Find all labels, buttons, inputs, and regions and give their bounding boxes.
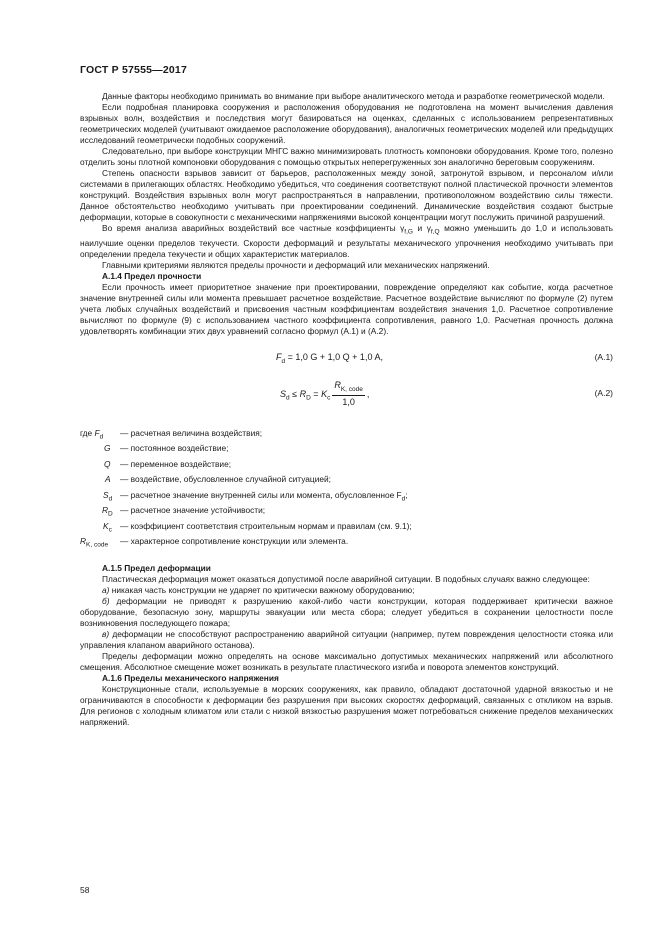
paragraph: Степень опасности взрывов зависит от барьеров, расположенных между зоной, затронутой взрывом, и персоналом и/или системами в прилегающих областях. Необходимо убедиться, что соединения соответствуют полной пластической прочности элементов конструкций. Воздействия взрывных волн могут распространяться в направлении, противоположном воздействию силы тяжести. Данное обстоятельство необходимо учитывать при проектировании соединений. Динамические воздействия создают быстрые деформации, которые в совокупности с механическими напряжениями высокой концентрации могут послужить причиной разрушений. xyxy=(80,168,613,222)
section-heading: А.1.4 Предел прочности xyxy=(102,270,202,281)
section-heading: А.1.5 Предел деформации xyxy=(102,562,211,573)
paragraph: Если прочность имеет приоритетное значение при проектировании, повреждение определяют как событие, когда расчетное значение внутренней силы или момента превышает расчетное воздействие. Расчетное воздействие вычисляют по формуле (2) путем учета любых случайных воздействий и присвоения частным коэффициентам воздействия значения 1,0. Расчетное сопротивление вычисляют по формуле (9) с использованием частного коэффициента сопротивления, равного 1,0. Расчетная прочность должна удовлетворять комбинации этих двух уравнений согласно формул (А.1) и (А.2). xyxy=(80,281,613,336)
definition-item: A — воздействие, обусловленное случайной ситуацией; xyxy=(105,474,331,485)
list-item: в) деформации не способствуют распространению аварийной ситуации (например, путем повреждения целостности стояка или управления клапаном аварийного останова). xyxy=(80,628,613,650)
equation-number: (А.2) xyxy=(594,387,613,398)
definition-item: Q — переменное воздействие; xyxy=(104,458,232,469)
page-number: 58 xyxy=(80,885,90,895)
paragraph: Пределы деформации можно определять на основе максимально допустимых механических напряжений или абсолютного смещения. Абсолютное смещение может возникать в результате пластического изгиба и поворота элементов конструкций. xyxy=(80,650,613,672)
paragraph: Если подробная планировка сооружения и расположения оборудования не подготовлена на момент вычисления давления взрывных волн, воздействия и последствия могут базироваться на оценках, сделанных с использованием репрезентативных геометрических моделей (учитывают ожидаемое расположение оборудования), аналогичных геометрических моделей или предыдущих исследований геометрически подобных сооружений. xyxy=(80,102,613,145)
section-heading: А.1.6 Пределы механического напряжения xyxy=(102,672,279,683)
paragraph: Конструкционные стали, используемые в морских сооружениях, как правило, обладают достаточной ударной вязкостью и не ограничиваются в способности к деформации без разрушения при высоких скоростях деформаций, связанных с откликом на взрыв. Для регионов с холодным климатом или стали с низкой вязкостью разрушения может потребоваться снижение пределов механических напряжений. xyxy=(80,683,613,727)
equation-a1: $F_d = 1,0$ G + 1,0 Q + 1,0 A, (А.1) xyxy=(276,351,613,365)
document-body xyxy=(80,91,613,728)
standard-header: ГОСТ Р 57555—2017 xyxy=(80,64,188,76)
paragraph: Главными критериями являются пределы прочности и деформаций или механических напряжений. xyxy=(102,259,490,270)
paragraph: Следовательно, при выборе конструкции МНГС важно минимизировать плотность компоновки оборудования. Кроме того, полезно отделить зоны плотной компоновки оборудования с помощью открытых неперегруженных зон аналогично береговым сооружениям. xyxy=(80,146,613,167)
definition-item: $K_c$ — коэффициент соответствия строительным нормам и правилам (см. 9.1); xyxy=(103,520,412,534)
equation-number: (А.1) xyxy=(594,351,613,362)
definition-item: $R_D$ — расчетное значение устойчивости; xyxy=(102,505,266,518)
list-item: б) деформации не приводят к разрушению какой-либо части конструкции, которая поддерживает критически важное оборудование, безопасную зону, маршруты эвакуации или места сбора; следует убедиться в сохранении целостности после возникновения последующего пожара; xyxy=(80,595,613,628)
definition-item: где $F_d$ — расчетная величина воздействия; xyxy=(80,427,263,441)
definition-item: $S_d$ — расчетное значение внутренней силы или момента, обусловленное $F_d$; xyxy=(103,489,408,503)
paragraph: Данные факторы необходимо принимать во внимание при выборе аналитического метода и разработке геометрической модели. xyxy=(102,91,605,101)
symbol-definitions xyxy=(80,426,613,550)
definition-item: $R_{K, code}$ — характерное сопротивление конструкции или элемента. xyxy=(80,536,349,549)
paragraph: Пластическая деформация может оказаться допустимой после аварийной ситуации. В подобных случаях важно следующее: xyxy=(102,573,590,584)
equation-a2: $S_d \le R_D = K_c$ $\frac{R_{K, code}}{1,0}$ , (А.2) xyxy=(280,379,613,408)
definition-item: G — постоянное воздействие; xyxy=(104,443,229,454)
list-item: а) никакая часть конструкции не ударяет по критически важному оборудованию; xyxy=(102,584,415,595)
paragraph-partial-coefficients: Во время анализа аварийных воздействий все частные коэффициенты $\gamma_{f,G}$ и $\gamma_{f,Q}$ можно уменьшить до 1,0 и использовать наилучшие оценки пределов текучести. Скорости деформаций и результаты механического упрочнения необходимо учитывать при определении предела текучести и общих характеристик материалов. xyxy=(80,223,613,259)
